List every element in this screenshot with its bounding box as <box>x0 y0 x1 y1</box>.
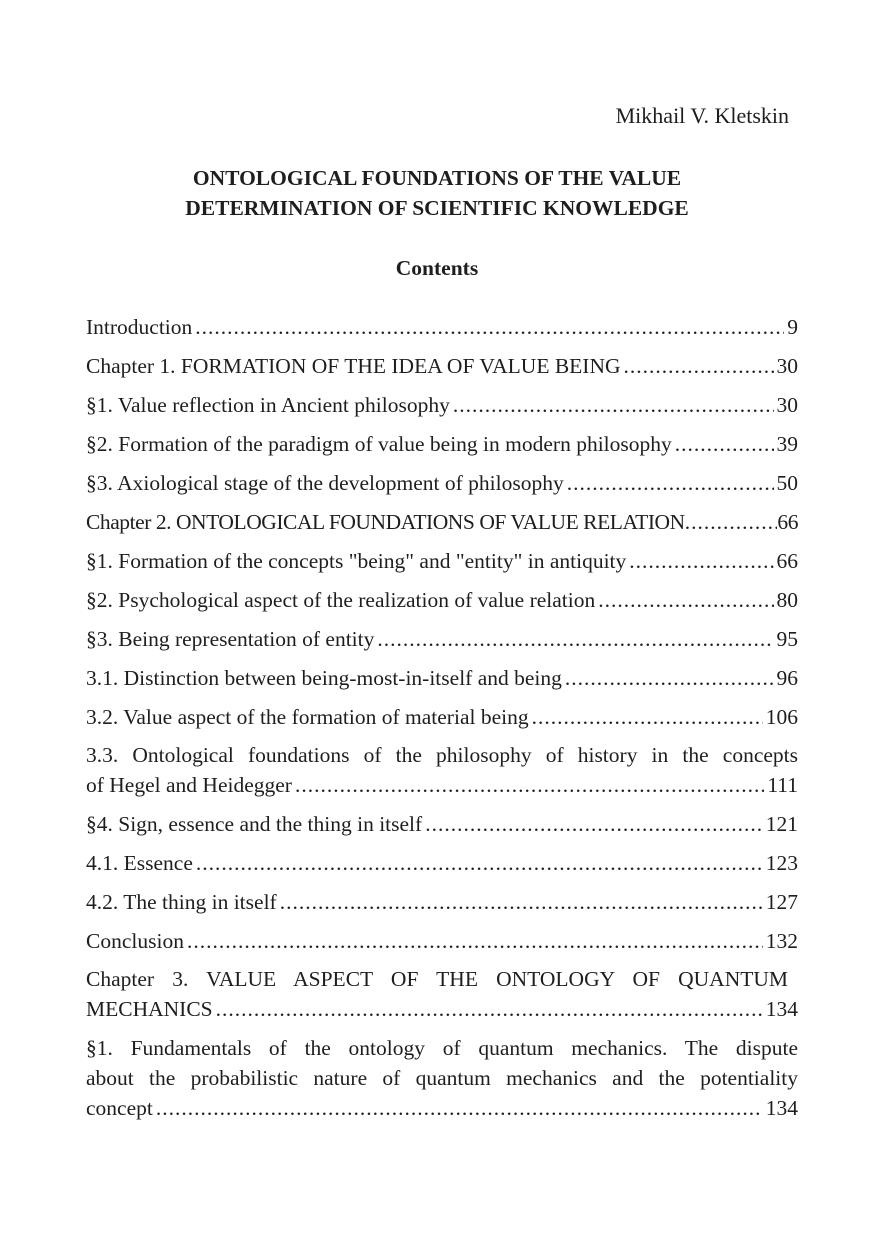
toc-entry-label: §2. Formation of the paradigm of value being in modern philosophy <box>86 432 672 456</box>
toc-entry-label: Introduction <box>86 315 193 339</box>
toc-entry[interactable] <box>86 702 798 732</box>
toc-entry[interactable] <box>86 964 798 1024</box>
toc-entry[interactable] <box>86 546 798 576</box>
toc-entry-label-line: about the probabilistic nature of quantum mechanics and the potentiality <box>86 1066 798 1090</box>
dot-leader <box>453 390 774 420</box>
toc-entry-label-line: 3.3. Ontological foundations of the philosophy of history in the concepts <box>86 743 798 767</box>
toc-entry[interactable] <box>86 429 798 459</box>
toc-entry-label: of Hegel and Heidegger <box>86 773 292 797</box>
toc-entry-label: §3. Being representation of entity <box>86 627 375 651</box>
toc-entry-page: 132 <box>765 929 798 953</box>
toc-entry-label: Chapter 1. FORMATION OF THE IDEA OF VALUE BEING <box>86 354 621 378</box>
toc-entry[interactable] <box>86 1033 798 1123</box>
dot-leader <box>565 663 774 693</box>
toc-entry-page: 127 <box>765 890 798 914</box>
dot-leader <box>196 848 763 878</box>
dot-leader <box>532 702 763 732</box>
toc-entry-label-line: §1. Fundamentals of the ontology of quantum mechanics. The dispute <box>86 1036 798 1060</box>
toc-entry-label: §2. Psychological aspect of the realization of value relation <box>86 588 596 612</box>
toc-entry[interactable] <box>86 468 798 498</box>
dot-leader <box>685 507 778 537</box>
toc-entry-page: 123 <box>765 851 798 875</box>
toc-entry-label: §3. Axiological stage of the development of philosophy <box>86 471 564 495</box>
toc-entry-page: 80 <box>776 588 798 612</box>
toc-entry[interactable] <box>86 809 798 839</box>
toc-entry-label: 4.1. Essence <box>86 851 193 875</box>
toc-entry[interactable] <box>86 585 798 615</box>
toc-entry-page: 134 <box>765 997 798 1021</box>
toc-entry-page: 30 <box>776 393 798 417</box>
toc-entry-label: 3.2. Value aspect of the formation of material being <box>86 705 529 729</box>
toc-entry-page: 111 <box>767 773 798 797</box>
dot-leader <box>629 546 773 576</box>
toc-entry-page: 30 <box>776 354 798 378</box>
dot-leader <box>195 312 784 342</box>
toc-entry-page: 66 <box>776 549 798 573</box>
dot-leader <box>567 468 774 498</box>
toc-entry-label: MECHANICS <box>86 997 213 1021</box>
toc-entry-page: 134 <box>765 1096 798 1120</box>
toc-entry[interactable] <box>86 740 798 800</box>
toc-entry-label-line: Chapter 3. VALUE ASPECT OF THE ONTOLOGY OF QUANTUM <box>86 967 788 991</box>
dot-leader <box>280 887 763 917</box>
dot-leader <box>156 1093 763 1123</box>
toc-entry-page: 106 <box>765 705 798 729</box>
toc-entry-page: 50 <box>776 471 798 495</box>
toc-entry-label: §4. Sign, essence and the thing in itself <box>86 812 423 836</box>
author-name: Mikhail V. Kletskin <box>615 103 789 128</box>
toc-entry-page: 66 <box>777 510 798 534</box>
toc-entry[interactable] <box>86 312 798 342</box>
toc-entry-page: 96 <box>776 666 798 690</box>
toc-entry[interactable] <box>86 887 798 917</box>
toc-entry[interactable] <box>86 624 798 654</box>
toc-entry-page: 95 <box>776 627 798 651</box>
toc-entry-label: Chapter 2. ONTOLOGICAL FOUNDATIONS OF VALUE RELATION <box>86 510 685 534</box>
contents-heading: Contents <box>395 256 479 280</box>
toc-entry[interactable] <box>86 926 798 956</box>
toc-entry-page: 9 <box>787 315 798 339</box>
dot-leader <box>295 770 764 800</box>
toc-entry[interactable] <box>86 390 798 420</box>
toc-entry-label: Conclusion <box>86 929 184 953</box>
toc-entry-page: 121 <box>765 812 798 836</box>
toc-entry-label: 4.2. The thing in itself <box>86 890 277 914</box>
toc-entry[interactable] <box>86 663 798 693</box>
toc-entry[interactable] <box>86 351 798 381</box>
dot-leader <box>598 585 773 615</box>
book-title-line: ONTOLOGICAL FOUNDATIONS OF THE VALUE <box>192 166 682 190</box>
dot-leader <box>624 351 774 381</box>
dot-leader <box>187 926 763 956</box>
toc-entry-label: §1. Value reflection in Ancient philosophy <box>86 393 450 417</box>
dot-leader <box>377 624 773 654</box>
toc-entry-label: 3.1. Distinction between being-most-in-itself and being <box>86 666 562 690</box>
toc-entry-label: concept <box>86 1096 153 1120</box>
toc-entry-label: §1. Formation of the concepts "being" and "entity" in antiquity <box>86 549 627 573</box>
dot-leader <box>425 809 763 839</box>
toc-entry[interactable] <box>86 848 798 878</box>
toc-entry[interactable] <box>86 507 798 537</box>
book-title-line: DETERMINATION OF SCIENTIFIC KNOWLEDGE <box>185 196 689 220</box>
toc-entry-page: 39 <box>776 432 798 456</box>
dot-leader <box>216 994 763 1024</box>
book-title <box>86 163 788 223</box>
dot-leader <box>675 429 774 459</box>
